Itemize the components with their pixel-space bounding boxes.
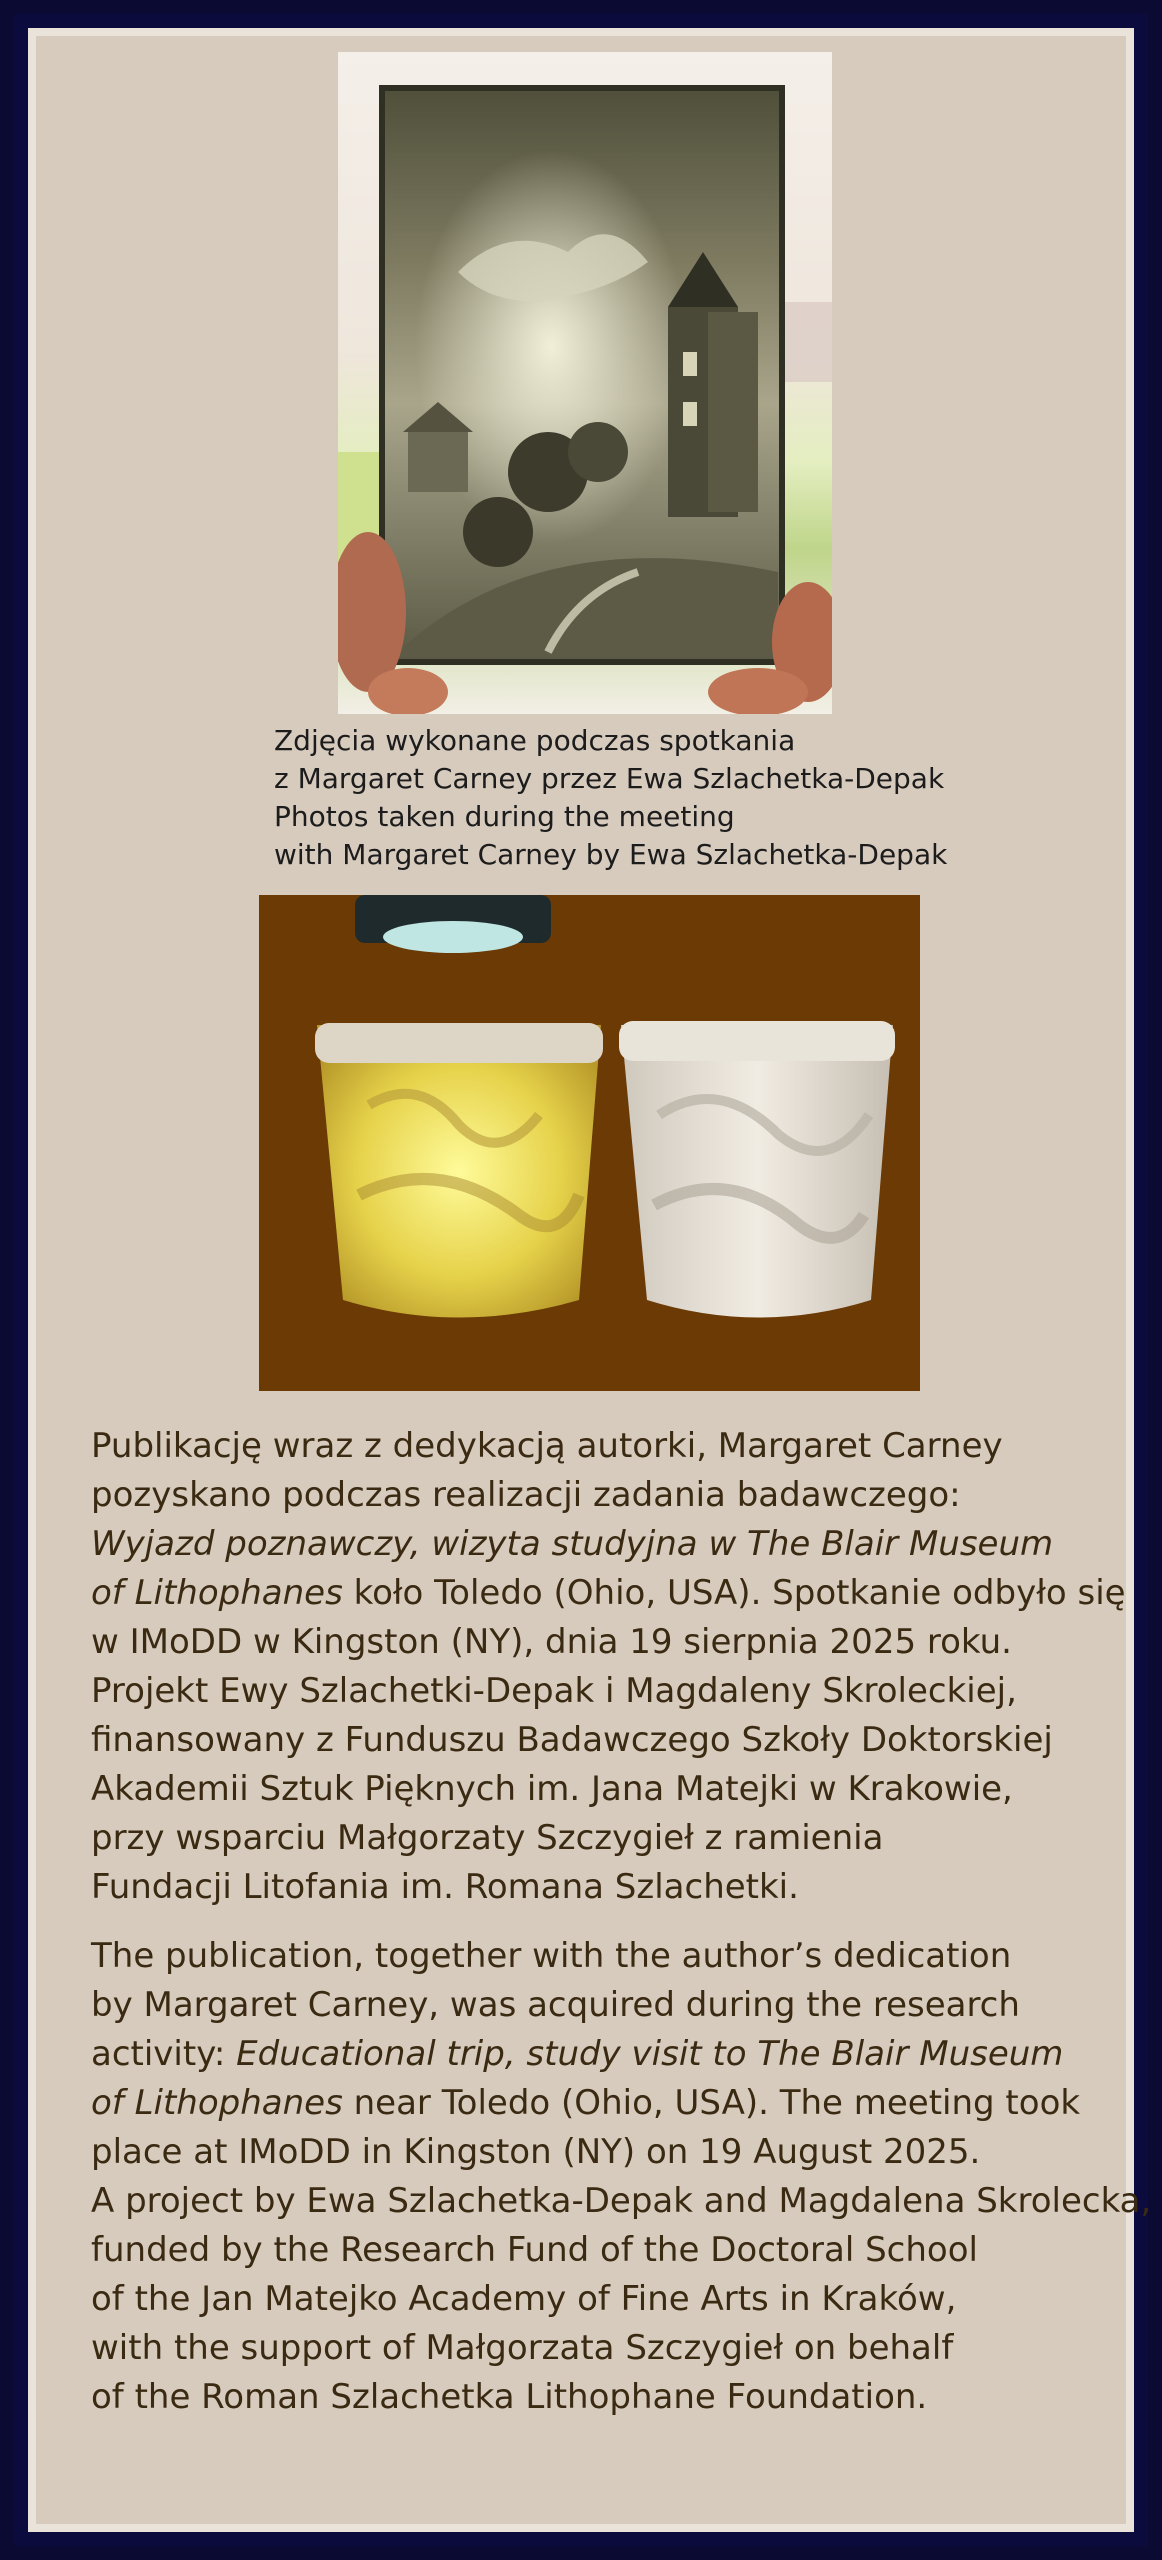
text-line: of the Roman Szlachetka Lithophane Foundation. <box>91 2377 928 2417</box>
text-line: przy wsparciu Małgorzaty Szczygieł z ramienia <box>91 1818 884 1858</box>
text-line: Projekt Ewy Szlachetki-Depak i Magdaleny Skroleckiej, <box>91 1671 1017 1711</box>
text-line: of the Jan Matejko Academy of Fine Arts in Kraków, <box>91 2279 957 2319</box>
text-line: funded by the Research Fund of the Doctoral School <box>91 2230 978 2270</box>
text-span: near Toledo (Ohio, USA). The meeting took <box>342 2083 1081 2123</box>
text-line <box>91 2030 1111 2079</box>
text-line: Fundacji Litofania im. Romana Szlachetki. <box>91 1867 799 1907</box>
photo-lithophane-plaque <box>338 52 832 714</box>
text-line <box>91 1569 1126 1618</box>
caption-line: Zdjęcia wykonane podczas spotkania <box>274 724 796 757</box>
text-line: Publikację wraz z dedykacją autorki, Margaret Carney <box>91 1426 1003 1466</box>
text-line: The publication, together with the author’s dedication <box>91 1936 1012 1976</box>
text-line: w IMoDD w Kingston (NY), dnia 19 sierpnia 2025 roku. <box>91 1622 1012 1662</box>
text-line: Akademii Sztuk Pięknych im. Jana Matejki w Krakowie, <box>91 1769 1013 1809</box>
photo-caption <box>274 722 974 874</box>
caption-line: with Margaret Carney by Ewa Szlachetka-Depak <box>274 838 948 871</box>
italic-title: Educational trip, study visit to The Blair Museum <box>236 2034 1064 2074</box>
text-line: pozyskano podczas realizacji zadania badawczego: <box>91 1475 961 1515</box>
italic-title: of Lithophanes <box>91 1573 343 1613</box>
text-line: place at IMoDD in Kingston (NY) on 19 August 2025. <box>91 2132 981 2172</box>
text-line: finansowany z Funduszu Badawczego Szkoły Doktorskiej <box>91 1720 1053 1760</box>
text-line: with the support of Małgorzata Szczygieł on behalf <box>91 2328 954 2368</box>
text-line: Wyjazd poznawczy, wizyta studyjna w The Blair Museum <box>91 1524 1054 1564</box>
text-line: by Margaret Carney, was acquired during the research <box>91 1985 1020 2025</box>
text-line: A project by Ewa Szlachetka-Depak and Magdalena Skrolecka, <box>91 2181 1152 2221</box>
italic-title: of Lithophanes <box>91 2083 343 2123</box>
text-span: koło Toledo (Ohio, USA). Spotkanie odbyło się <box>342 1573 1126 1613</box>
paragraph-english <box>91 1932 1152 2422</box>
text-line <box>91 2079 1111 2128</box>
paragraph-polish <box>91 1422 1126 1912</box>
text-span: activity: <box>91 2034 237 2074</box>
caption-line: z Margaret Carney przez Ewa Szlachetka-Depak <box>274 762 945 795</box>
caption-line: Photos taken during the meeting <box>274 800 735 833</box>
photo-lithophane-cups <box>259 895 920 1391</box>
